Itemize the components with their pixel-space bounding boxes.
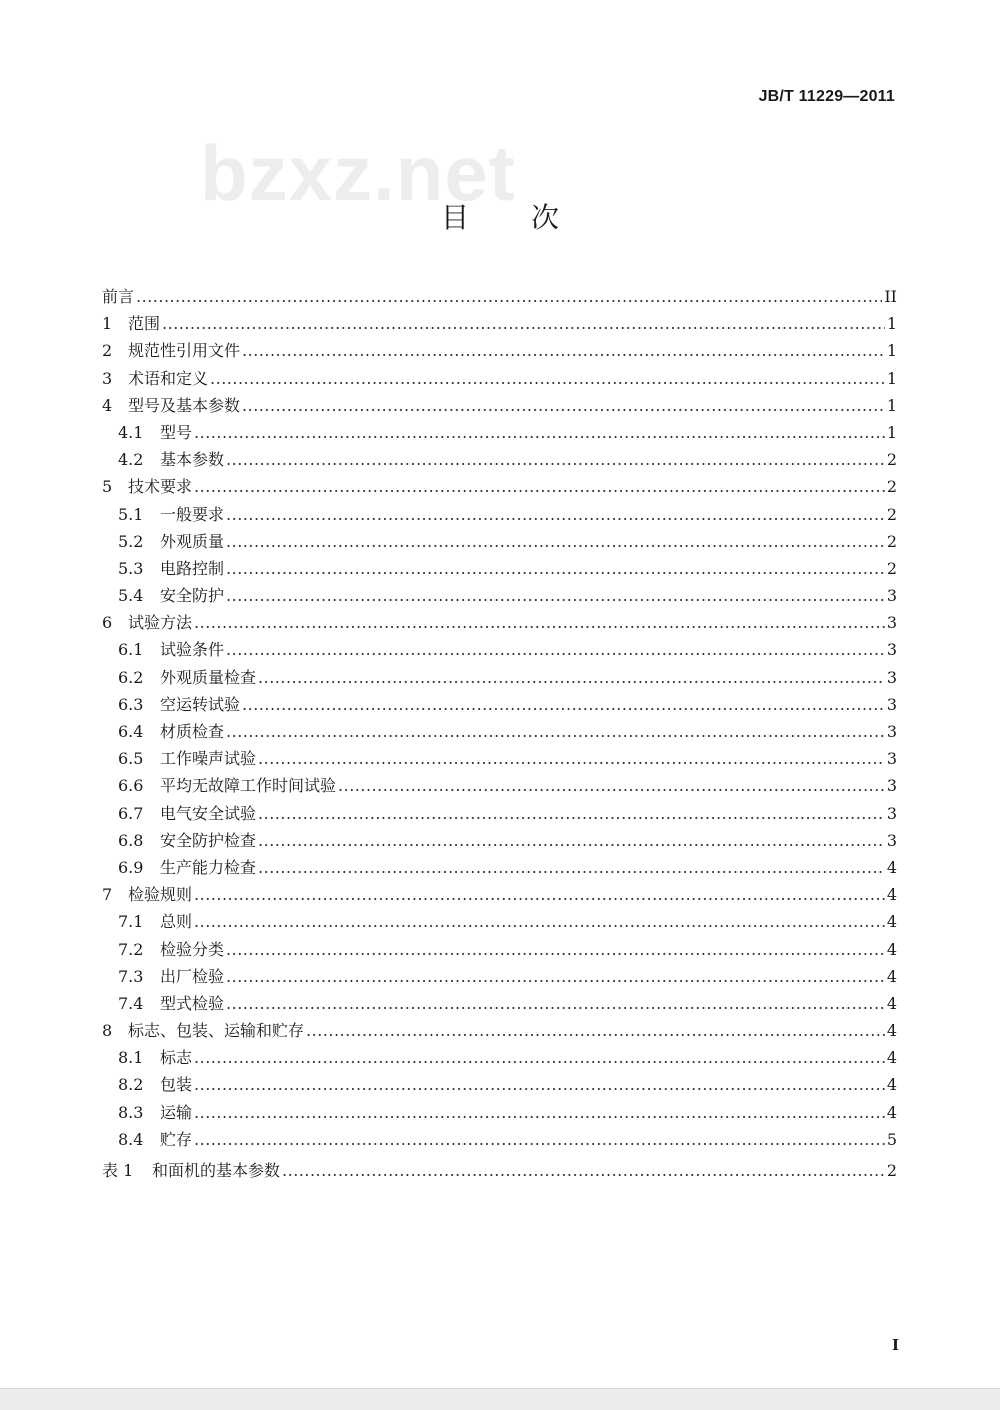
- toc-entry-number: 4.1: [118, 422, 144, 442]
- toc-entry-page: 4: [886, 857, 897, 877]
- toc-entry[interactable]: [102, 283, 897, 310]
- toc-entry[interactable]: [102, 718, 897, 745]
- toc-entry-label: 型号及基本参数: [128, 395, 241, 415]
- toc-entry-label: 贮存: [160, 1129, 193, 1149]
- toc-entry-label: 外观质量: [160, 531, 225, 551]
- toc-entry-number: 6.4: [118, 722, 144, 741]
- toc-entry-page: II: [884, 287, 897, 306]
- toc-entry-label: 电气安全试验: [160, 803, 257, 823]
- toc-entry[interactable]: [102, 446, 897, 473]
- page-title: 目次: [440, 201, 621, 234]
- toc-entry-label: 空运转试验: [160, 694, 241, 714]
- toc-entry-page: 2: [886, 477, 897, 497]
- toc-leader-dots: [194, 1099, 885, 1126]
- toc-entry-label: 安全防护检查: [160, 830, 257, 850]
- toc-entry-page: 5: [886, 1129, 897, 1149]
- toc-entry-label: 总则: [160, 912, 193, 932]
- toc-leader-dots: [226, 636, 885, 663]
- toc-entry-page: 4: [886, 1075, 897, 1095]
- toc-entry[interactable]: [102, 827, 897, 854]
- toc-entry-number: 8.1: [118, 1048, 144, 1068]
- toc-entry[interactable]: [102, 1044, 897, 1071]
- toc-entry-label: 范围: [128, 314, 161, 334]
- toc-leader-dots: [210, 365, 885, 392]
- toc-entry-page: 1: [886, 395, 897, 415]
- toc-leader-dots: [226, 528, 885, 555]
- toc-entry[interactable]: [102, 908, 897, 935]
- toc-leader-dots: [258, 745, 885, 772]
- toc-leader-dots: [242, 337, 885, 364]
- toc-entry-page: 4: [886, 885, 897, 905]
- toc-entry[interactable]: [102, 881, 897, 908]
- toc-leader-dots: [226, 501, 885, 528]
- toc-entry-number: 6.1: [118, 640, 144, 660]
- toc-leader-dots: [194, 1044, 885, 1071]
- toc-leader-dots: [226, 582, 885, 609]
- toc-entry[interactable]: [102, 419, 897, 446]
- toc-entry-number: 6.2: [118, 667, 144, 687]
- toc-entry-number: 6.7: [118, 803, 144, 823]
- toc-entry-page: 1: [886, 314, 897, 334]
- toc-entry[interactable]: [102, 582, 897, 609]
- toc-entry-label: 型式检验: [160, 993, 225, 1013]
- toc-entry[interactable]: [102, 691, 897, 718]
- toc-entry[interactable]: [102, 990, 897, 1017]
- toc-leader-dots: [338, 772, 885, 799]
- toc-entry-number: 4: [102, 395, 113, 415]
- toc-entry-page: 3: [886, 613, 897, 633]
- toc-entry-number: 2: [102, 341, 113, 361]
- toc-leader-dots: [306, 1017, 885, 1044]
- toc-entry[interactable]: [102, 473, 897, 500]
- toc-entry-label: 术语和定义: [128, 368, 209, 388]
- toc-entry-page: 1: [886, 422, 897, 442]
- toc-entry-page: 3: [886, 776, 897, 796]
- toc-entry-label: 试验方法: [128, 613, 193, 633]
- toc-entry-label: 工作噪声试验: [160, 749, 257, 769]
- toc-leader-dots: [226, 963, 885, 990]
- toc-entry-page: 4: [886, 912, 897, 932]
- toc-entry-number: 5.3: [118, 558, 144, 578]
- toc-entry-page: 4: [886, 966, 897, 986]
- toc-entry-number: 4.2: [118, 450, 144, 470]
- toc-leader-dots: [242, 392, 885, 419]
- toc-entry-number: 5.1: [118, 504, 144, 524]
- toc-entry-number: 7: [102, 885, 113, 905]
- toc-entry-label: 检验规则: [128, 885, 193, 905]
- toc-entry-label: 外观质量检查: [160, 667, 257, 687]
- page-number: I: [891, 1336, 899, 1354]
- toc-entry-label: 运输: [160, 1102, 193, 1122]
- toc-entry[interactable]: [102, 636, 897, 663]
- toc-entry-number: 7.4: [118, 993, 144, 1013]
- standard-number: JB/T 11229—2011: [758, 88, 895, 105]
- toc-entry[interactable]: [102, 1126, 897, 1153]
- toc-entry-number: 7.2: [118, 939, 144, 959]
- toc-entry-number: 6.6: [118, 776, 144, 796]
- toc-entry[interactable]: [102, 528, 897, 555]
- toc-entry-page: 2: [886, 450, 897, 470]
- toc-leader-dots: [194, 1126, 885, 1153]
- toc-entry-number: 6.9: [118, 857, 144, 877]
- toc-entry[interactable]: [102, 936, 897, 963]
- toc-entry-page: 1: [886, 341, 897, 361]
- toc-leader-dots: [194, 473, 885, 500]
- table-of-contents: [102, 283, 897, 1183]
- toc-entry-number: 5: [102, 477, 113, 497]
- toc-entry-label: 包装: [160, 1075, 193, 1095]
- toc-leader-dots: [194, 908, 885, 935]
- toc-entry-number: 3: [102, 368, 113, 388]
- toc-entry-label: 平均无故障工作时间试验: [160, 776, 337, 796]
- toc-leader-dots: [194, 419, 885, 446]
- toc-entry-label: 电路控制: [160, 558, 225, 578]
- toc-entry[interactable]: [102, 800, 897, 827]
- toc-entry-page: 2: [886, 531, 897, 551]
- toc-entry[interactable]: [102, 772, 897, 799]
- toc-entry-page: 4: [886, 993, 897, 1013]
- toc-leader-dots: [226, 718, 885, 745]
- toc-entry[interactable]: [102, 501, 897, 528]
- toc-entry-page: 2: [886, 504, 897, 524]
- toc-leader-dots: [226, 446, 885, 473]
- toc-entry[interactable]: [102, 854, 897, 881]
- toc-entry-page: 4: [886, 1102, 897, 1122]
- toc-entry[interactable]: [102, 555, 897, 582]
- toc-entry-number: 7.1: [118, 912, 144, 932]
- toc-entry[interactable]: [102, 310, 897, 337]
- toc-entry-label: 基本参数: [160, 450, 225, 470]
- toc-entry-number: 8.4: [118, 1129, 144, 1149]
- toc-leader-dots: [226, 555, 885, 582]
- toc-entry-label: 技术要求: [128, 477, 193, 497]
- toc-entry[interactable]: [102, 609, 897, 636]
- toc-entry-number: 6.8: [118, 830, 144, 850]
- toc-entry[interactable]: [102, 337, 897, 364]
- toc-entry-number: 表 1: [102, 1161, 134, 1180]
- toc-entry-label: 材质检查: [160, 722, 225, 741]
- toc-entry-number: 6: [102, 613, 113, 633]
- toc-entry-page: 2: [886, 558, 897, 578]
- toc-leader-dots: [194, 1071, 885, 1098]
- toc-leader-dots: [258, 664, 885, 691]
- toc-entry-number: 1: [102, 314, 113, 334]
- toc-entry-number: 5.4: [118, 586, 144, 606]
- toc-leader-dots: [282, 1153, 885, 1189]
- toc-entry-label: 安全防护: [160, 586, 225, 606]
- toc-entry-page: 3: [886, 640, 897, 660]
- viewer-bottom-edge: [0, 1388, 1000, 1410]
- toc-entry-page: 3: [886, 749, 897, 769]
- toc-leader-dots: [226, 990, 885, 1017]
- toc-leader-dots: [136, 283, 882, 310]
- toc-entry-number: 8: [102, 1021, 113, 1041]
- toc-entry[interactable]: [102, 392, 897, 419]
- toc-entry-page: 3: [886, 830, 897, 850]
- toc-entry-page: 4: [886, 1021, 897, 1041]
- toc-entry[interactable]: [102, 1071, 897, 1098]
- toc-entry-page: 4: [886, 939, 897, 959]
- toc-entry[interactable]: [102, 1017, 897, 1044]
- toc-entry-label: 规范性引用文件: [128, 341, 241, 361]
- toc-entry-label: 出厂检验: [160, 966, 225, 986]
- toc-entry-number: 8.3: [118, 1102, 144, 1122]
- toc-entry-page: 3: [886, 667, 897, 687]
- toc-entry-label: 和面机的基本参数: [152, 1161, 281, 1180]
- toc-entry[interactable]: [102, 963, 897, 990]
- toc-entry-number: 5.2: [118, 531, 144, 551]
- toc-leader-dots: [258, 827, 885, 854]
- toc-entry-label: 检验分类: [160, 939, 225, 959]
- toc-entry-label: 生产能力检查: [160, 857, 257, 877]
- toc-entry-number: 6.5: [118, 749, 144, 769]
- toc-entry[interactable]: [102, 365, 897, 392]
- toc-leader-dots: [242, 691, 885, 718]
- toc-leader-dots: [258, 800, 885, 827]
- watermark: bzxz.net: [200, 129, 516, 217]
- toc-entry-page: 4: [886, 1048, 897, 1068]
- toc-entry[interactable]: [102, 745, 897, 772]
- toc-entry-label: 试验条件: [160, 640, 225, 660]
- toc-leader-dots: [194, 881, 885, 908]
- toc-entry-page: 2: [886, 1161, 897, 1180]
- toc-entry[interactable]: [102, 1153, 897, 1183]
- toc-entry-page: 3: [886, 586, 897, 606]
- toc-leader-dots: [194, 609, 885, 636]
- toc-leader-dots: [162, 310, 885, 337]
- toc-entry-page: 3: [886, 722, 897, 741]
- toc-entry-page: 3: [886, 694, 897, 714]
- toc-entry-label: 前言: [102, 287, 135, 306]
- toc-entry-page: 3: [886, 803, 897, 823]
- toc-leader-dots: [226, 936, 885, 963]
- toc-leader-dots: [258, 854, 885, 881]
- toc-entry-label: 一般要求: [160, 504, 225, 524]
- toc-entry[interactable]: [102, 664, 897, 691]
- toc-entry-label: 型号: [160, 422, 193, 442]
- toc-entry-label: 标志、包装、运输和贮存: [128, 1021, 305, 1041]
- toc-entry-label: 标志: [160, 1048, 193, 1068]
- toc-entry-number: 6.3: [118, 694, 144, 714]
- toc-entry-page: 1: [886, 368, 897, 388]
- toc-entry-number: 8.2: [118, 1075, 144, 1095]
- toc-entry-number: 7.3: [118, 966, 144, 986]
- toc-entry[interactable]: [102, 1099, 897, 1126]
